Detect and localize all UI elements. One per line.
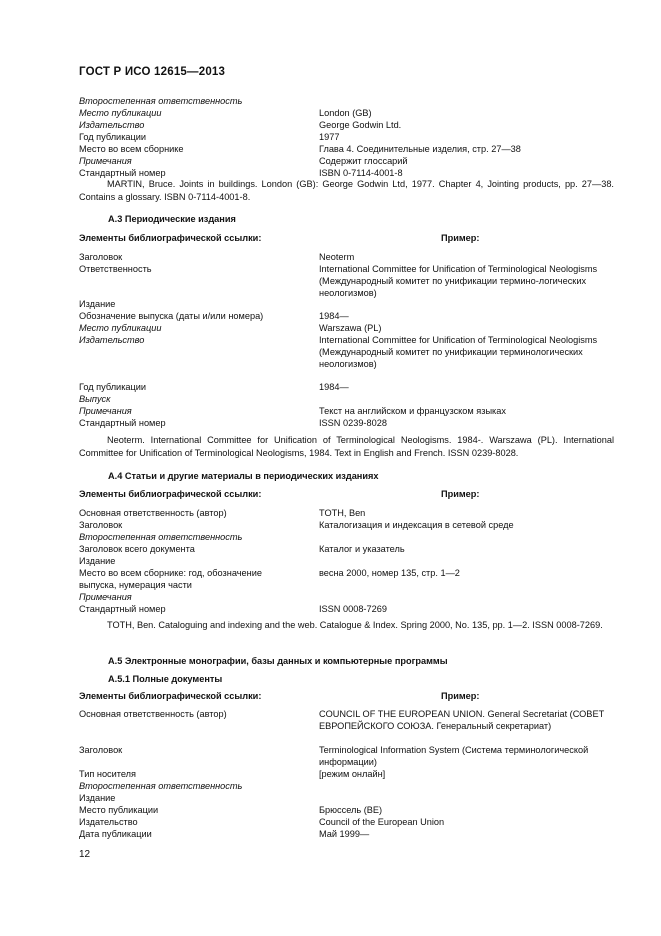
field-label: Дата публикации bbox=[79, 829, 152, 839]
field-label: Место публикации bbox=[79, 108, 162, 118]
field-label: Основная ответственность (автор) bbox=[79, 508, 227, 518]
field-label: Издание bbox=[79, 793, 116, 803]
field-label: Год публикации bbox=[79, 132, 147, 142]
page-number: 12 bbox=[79, 849, 91, 860]
field-label: Стандартный номер bbox=[79, 604, 166, 614]
field-value: Каталогизация и индексация в сетевой среде bbox=[319, 520, 514, 530]
subsection-heading: А.5.1 Полные документы bbox=[108, 674, 223, 684]
field-value: ISBN 0-7114-4001-8 bbox=[319, 168, 403, 178]
elements-header: Элементы библиографической ссылки: bbox=[79, 233, 262, 243]
field-value: TOTH, Ben bbox=[319, 508, 366, 518]
field-value: Каталог и указатель bbox=[319, 544, 405, 554]
field-value: Май 1999— bbox=[319, 829, 370, 839]
field-label: Издательство bbox=[79, 817, 138, 827]
field-label: Тип носителя bbox=[79, 769, 137, 779]
field-value: London (GB) bbox=[319, 108, 372, 118]
field-value: Брюссель (BE) bbox=[319, 805, 383, 815]
field-label: Ответственность bbox=[79, 264, 152, 274]
elements-header: Элементы библиографической ссылки: bbox=[79, 691, 262, 701]
section-heading: А.4 Статьи и другие материалы в периодических изданиях bbox=[108, 471, 379, 481]
field-value: 1984— bbox=[319, 311, 349, 321]
field-value: Содержит глоссарий bbox=[319, 156, 408, 166]
field-label: Издательство bbox=[79, 120, 145, 130]
example-header: Пример: bbox=[441, 691, 480, 701]
field-label: Второстепенная ответственность bbox=[79, 532, 243, 542]
field-value: ISSN 0239-8028 bbox=[319, 418, 387, 428]
field-value: Terminological Information System (Система терминологической информации) bbox=[319, 745, 589, 767]
field-label: Второстепенная ответственность bbox=[79, 781, 243, 791]
field-label: Место публикации bbox=[79, 323, 162, 333]
field-value: Warszawa (PL) bbox=[319, 323, 382, 333]
field-value: 1984— bbox=[319, 382, 349, 392]
citation-paragraph: MARTIN, Bruce. Joints in buildings. London (GB): George Godwin Ltd, 1977. Chapter 4, Jointing products, pp. 27—38. Contains a glossary. ISBN 0-7114-4001-8. bbox=[79, 179, 614, 202]
field-value: Текст на английском и французском языках bbox=[319, 406, 506, 416]
field-label: Стандартный номер bbox=[79, 168, 166, 178]
field-label: Примечания bbox=[79, 406, 132, 416]
field-label: Примечания bbox=[79, 592, 132, 602]
field-label: Основная ответственность (автор) bbox=[79, 709, 227, 719]
field-label: Издательство bbox=[79, 335, 145, 345]
field-label: Место во всем сборнике bbox=[79, 144, 184, 154]
field-label: Место публикации bbox=[79, 805, 159, 815]
field-label: Год публикации bbox=[79, 382, 147, 392]
citation-paragraph: Neoterm. International Committee for Unification of Terminological Neologisms. 1984-. Warszawa (PL). International Committee for Unification of Terminological Neologisms, 1984. Text in English and French. ISSN 0239-8028. bbox=[79, 435, 614, 458]
citation-paragraph: TOTH, Ben. Cataloguing and indexing and the web. Catalogue & Index. Spring 2000, No. 135, pp. 1—2. ISSN 0008-7269. bbox=[107, 620, 603, 630]
field-label: Второстепенная ответственность bbox=[79, 96, 243, 106]
field-value: [режим онлайн] bbox=[319, 769, 386, 779]
document-title: ГОСТ Р ИСО 12615—2013 bbox=[79, 66, 226, 78]
field-value: International Committee for Unification of Terminological Neologisms (Международный комитет по унификации терминологических неологизмов) bbox=[319, 335, 598, 369]
field-label: Заголовок bbox=[79, 745, 123, 755]
field-label: Издание bbox=[79, 556, 116, 566]
field-value: COUNCIL OF THE EUROPEAN UNION. General Secretariat (СОВЕТ ЕВРОПЕЙСКОГО СОЮЗА. Генеральный секретариат) bbox=[319, 709, 605, 731]
elements-header: Элементы библиографической ссылки: bbox=[79, 489, 262, 499]
field-value: Глава 4. Соединительные изделия, стр. 27—38 bbox=[319, 144, 521, 154]
field-label: Выпуск bbox=[79, 394, 111, 404]
field-value: 1977 bbox=[319, 132, 340, 142]
section-heading: А.5 Электронные монографии, базы данных и компьютерные программы bbox=[108, 656, 448, 666]
field-label: Издание bbox=[79, 299, 116, 309]
example-header: Пример: bbox=[441, 489, 480, 499]
field-label: Заголовок всего документа bbox=[79, 544, 195, 554]
field-label: Заголовок bbox=[79, 252, 123, 262]
field-value: International Committee for Unification of Terminological Neologisms (Международный комитет по унификации термино-логических неологизмов) bbox=[319, 264, 598, 298]
field-label: Заголовок bbox=[79, 520, 123, 530]
field-value: весна 2000, номер 135, стр. 1—2 bbox=[319, 568, 460, 578]
field-value: Neoterm bbox=[319, 252, 355, 262]
field-value: ISSN 0008-7269 bbox=[319, 604, 387, 614]
field-label: Стандартный номер bbox=[79, 418, 166, 428]
field-value: George Godwin Ltd. bbox=[319, 120, 402, 130]
field-label: Примечания bbox=[79, 156, 132, 166]
field-label: Обозначение выпуска (даты и/или номера) bbox=[79, 311, 264, 321]
section-heading: А.3 Периодические издания bbox=[108, 214, 236, 224]
field-label: Место во всем сборнике: год, обозначение выпуска, нумерация части bbox=[79, 568, 262, 590]
example-header: Пример: bbox=[441, 233, 480, 243]
field-value: Council of the European Union bbox=[319, 817, 445, 827]
